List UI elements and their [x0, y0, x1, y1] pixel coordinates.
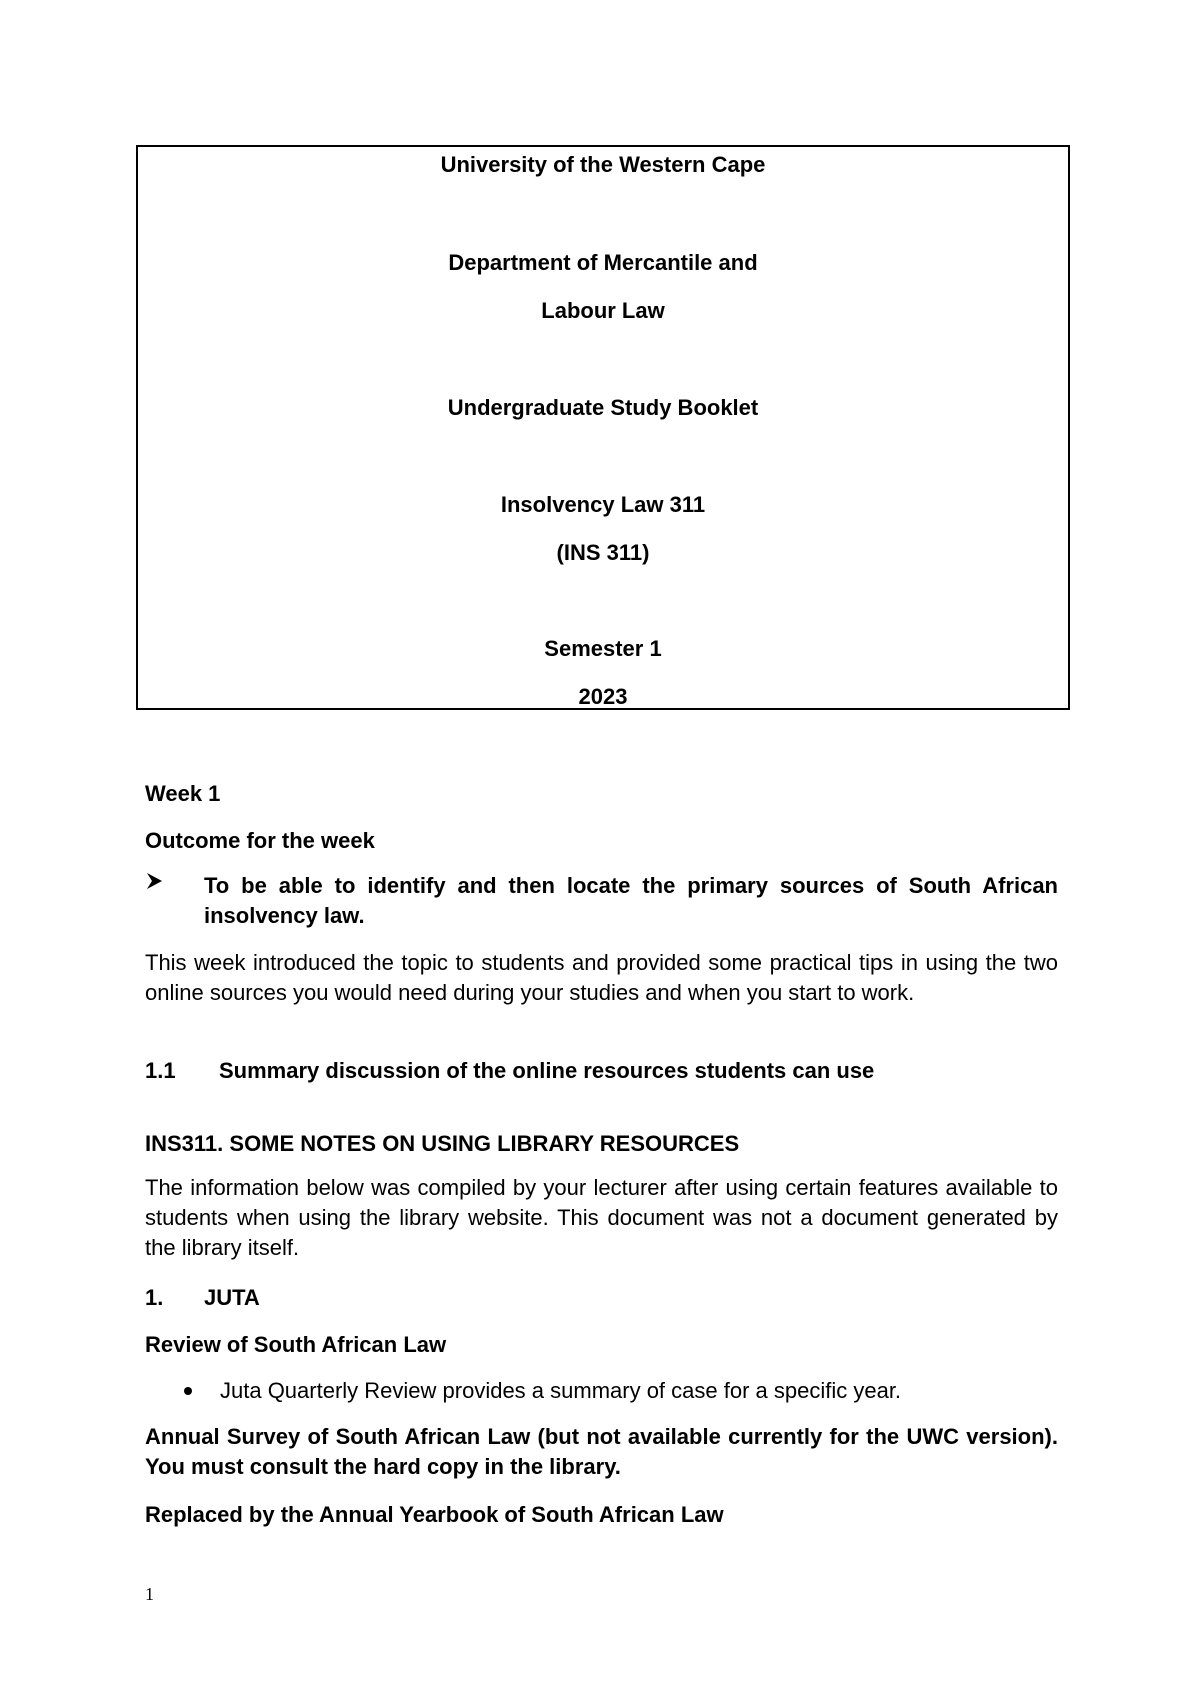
- juta-title: JUTA: [204, 1285, 260, 1310]
- juta-number: 1.: [145, 1285, 164, 1310]
- booklet-title: Undergraduate Study Booklet: [447, 395, 759, 420]
- review-heading: Review of South African Law: [145, 1332, 447, 1357]
- course-code: (INS 311): [556, 540, 650, 565]
- notes-heading: INS311. SOME NOTES ON USING LIBRARY RESOURCES: [145, 1131, 740, 1156]
- week-intro: This week introduced the topic to students and provided some practical tips in using the two online sources you would need during your studies and when you start to work.: [145, 950, 1058, 1005]
- week-heading: Week 1: [145, 781, 221, 806]
- list-item: Juta Quarterly Review provides a summary of case for a specific year.: [220, 1378, 902, 1403]
- section-1-1-number: 1.1: [145, 1058, 176, 1083]
- outcome-text: To be able to identify and then locate the primary sources of South African insolvency law.: [204, 873, 1058, 928]
- dot-bullet-icon: [184, 1387, 192, 1395]
- outcome-heading: Outcome for the week: [145, 828, 375, 853]
- title-box: [136, 145, 1070, 710]
- replaced-by-note: Replaced by the Annual Yearbook of South African Law: [145, 1502, 724, 1527]
- arrowhead-bullet-icon: [145, 870, 165, 900]
- department-line-1: Department of Mercantile and: [448, 250, 758, 275]
- year: 2023: [578, 684, 628, 709]
- page-number: 1: [145, 1584, 154, 1604]
- semester: Semester 1: [544, 636, 662, 661]
- university-name: University of the Western Cape: [440, 152, 766, 177]
- course-name: Insolvency Law 311: [500, 492, 706, 517]
- section-1-1-title: Summary discussion of the online resources students can use: [219, 1058, 875, 1083]
- department-line-2: Labour Law: [541, 298, 665, 323]
- annual-survey-note: Annual Survey of South African Law (but not available currently for the UWC version). You must consult the hard copy in the library.: [145, 1424, 1058, 1479]
- notes-intro: The information below was compiled by your lecturer after using certain features available to students when using the library website. This document was not a document generated by the library itself.: [145, 1175, 1058, 1260]
